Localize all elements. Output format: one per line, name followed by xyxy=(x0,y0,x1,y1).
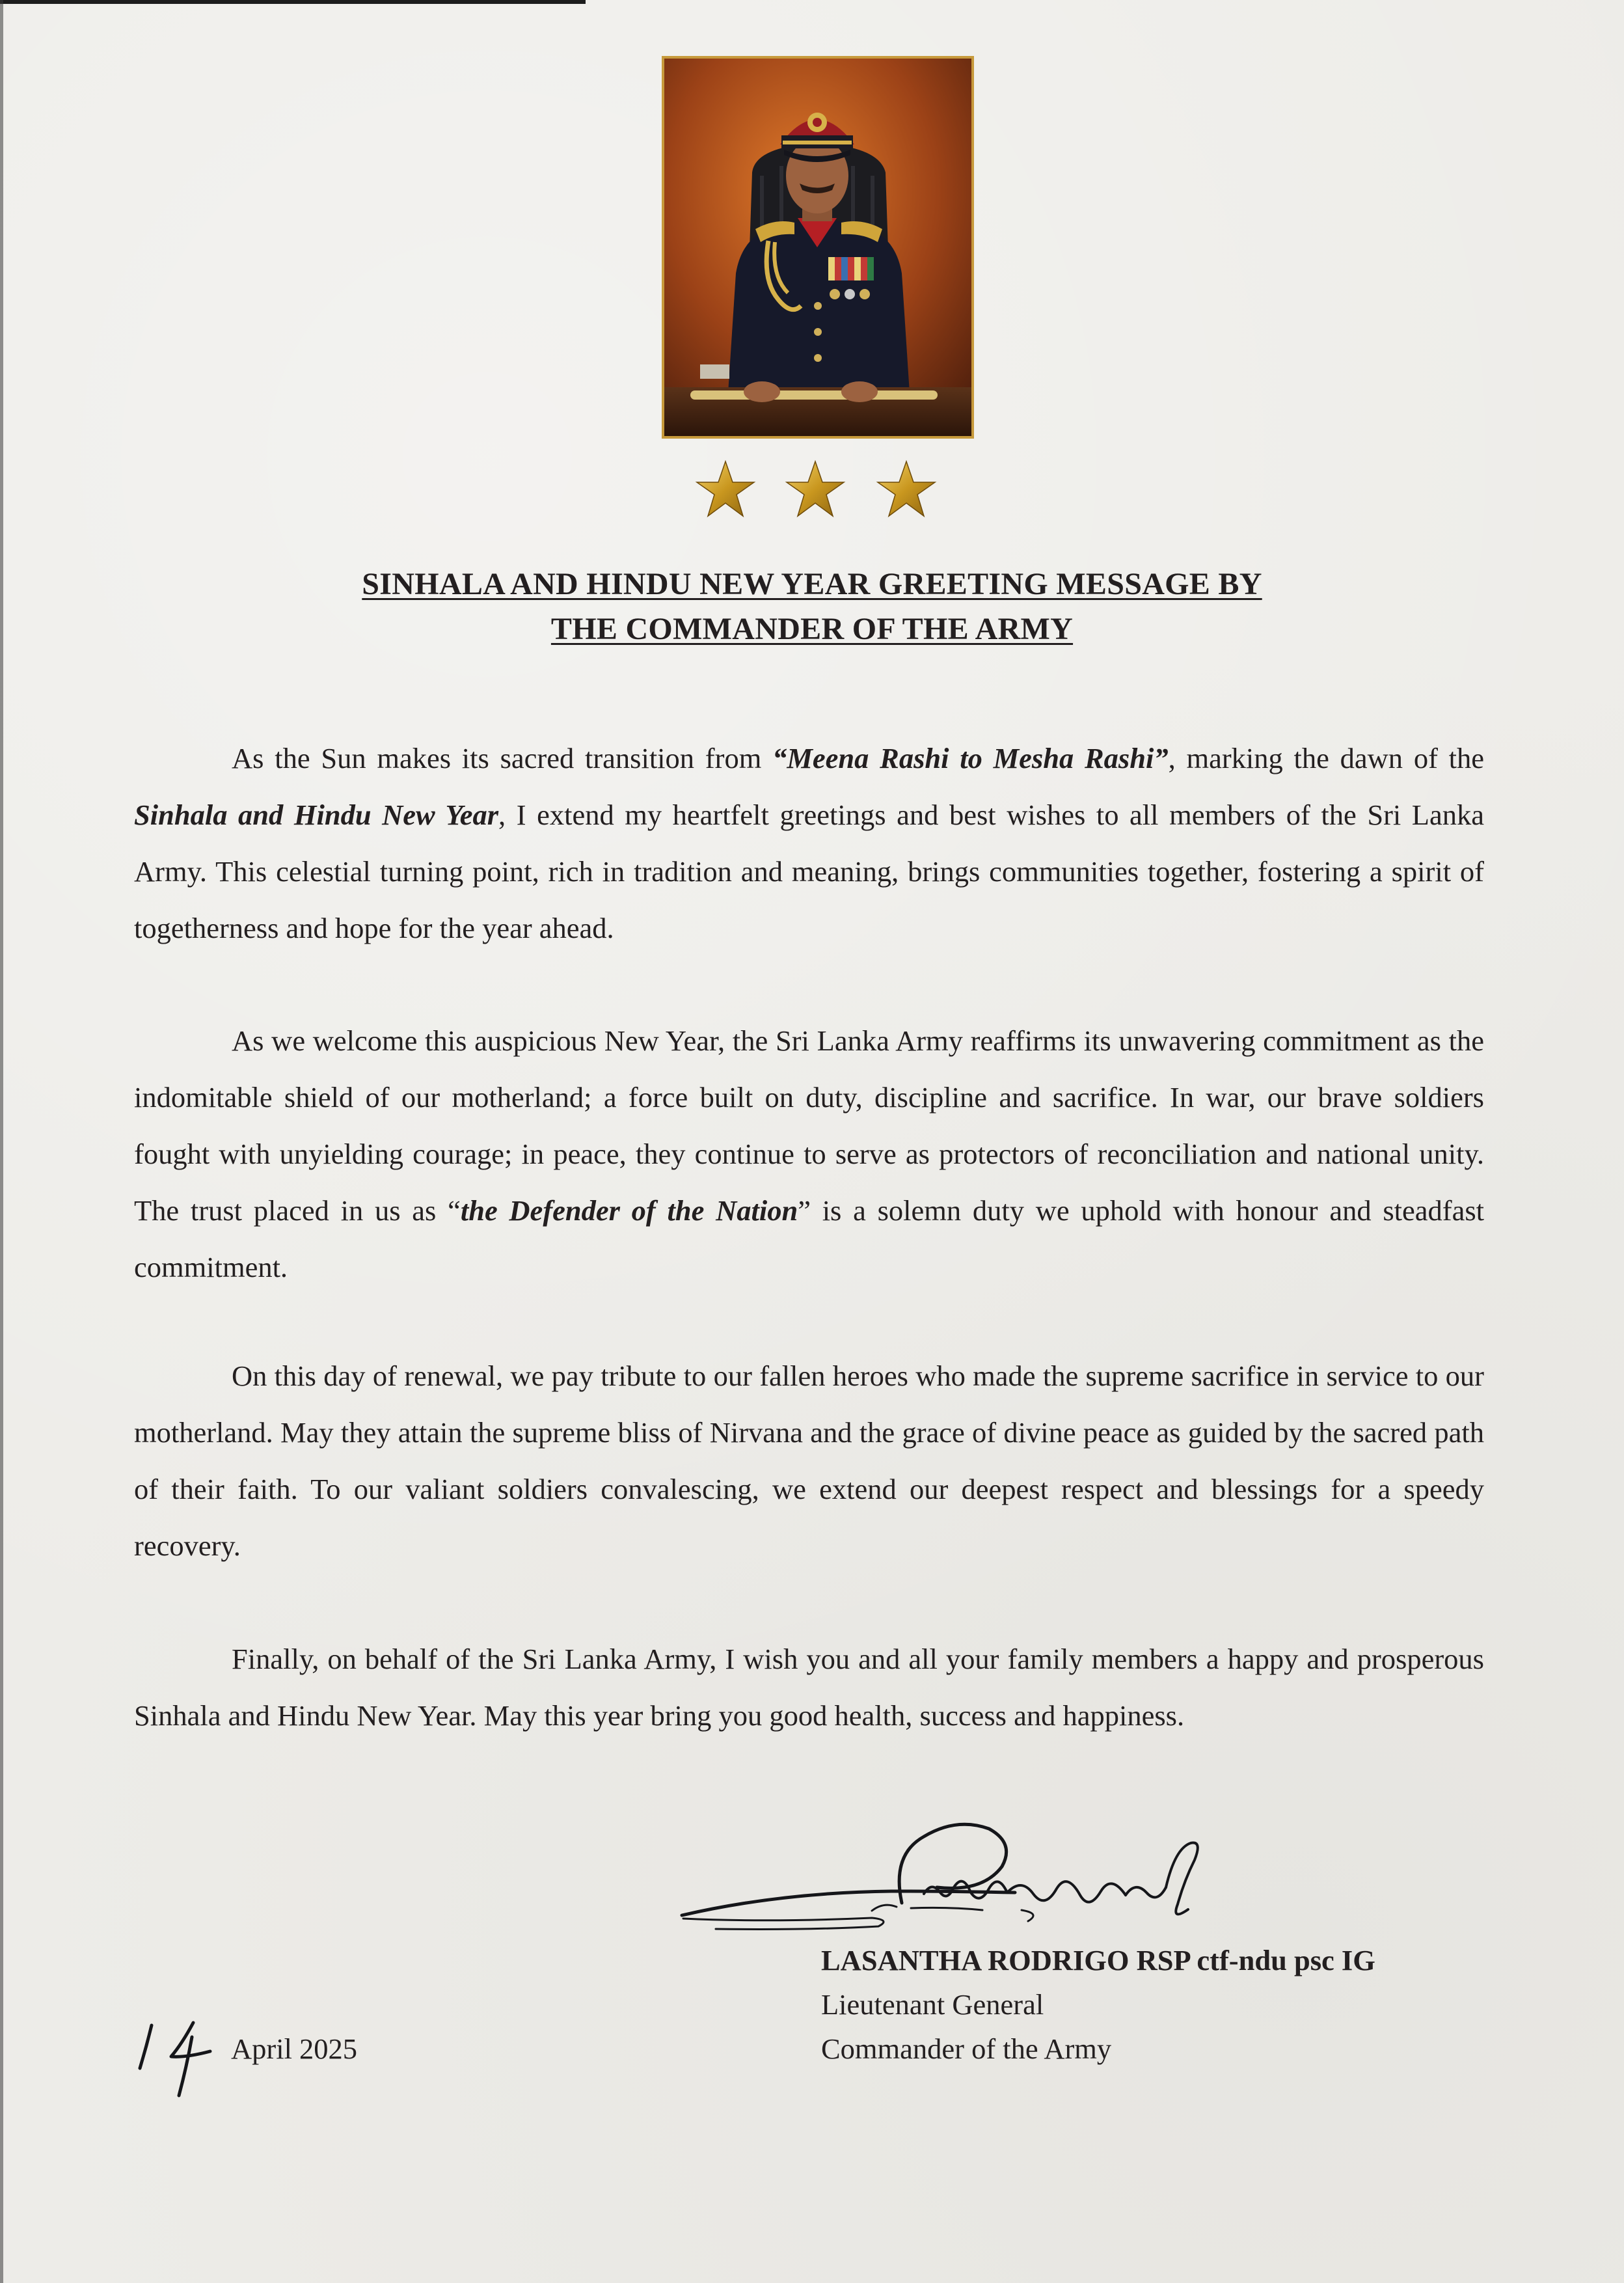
signatory-position: Commander of the Army xyxy=(821,2032,1112,2065)
emphasized-phrase: Sinhala and Hindu New Year xyxy=(134,799,499,831)
scan-edge-top xyxy=(0,0,586,4)
paragraph-text: , I extend my heartfelt greetings and best wishes to all members of the Sri Lanka Army. This celestial turning point, rich in tradition and meaning, brings communities together, fostering a spirit of togetherness and hope for the year ahead. xyxy=(134,799,1484,944)
rank-stars xyxy=(690,456,950,527)
handwritten-signature xyxy=(677,1783,1301,1952)
paragraph-text: As the Sun makes its sacred transition from xyxy=(232,742,773,774)
paragraph-text: , marking the dawn of the xyxy=(1168,742,1485,774)
scan-edge-left xyxy=(0,0,3,2283)
message-paragraph-4 xyxy=(134,1631,1484,1744)
handwritten-date-day xyxy=(133,2011,218,2102)
document-title-line-1 xyxy=(0,566,1624,603)
message-paragraph-1 xyxy=(134,730,1484,957)
message-paragraph-2 xyxy=(134,1013,1484,1296)
signatory-rank: Lieutenant General xyxy=(821,1988,1044,2021)
emphasized-phrase: “Meena Rashi to Mesha Rashi” xyxy=(772,742,1169,774)
paragraph-text: ” is a solemn duty we uphold with honour and steadfast commitment. xyxy=(134,1194,1485,1283)
message-paragraph-3 xyxy=(134,1348,1484,1574)
star-icon xyxy=(697,461,754,516)
star-icon xyxy=(878,461,935,516)
paragraph-text: On this day of renewal, we pay tribute to our fallen heroes who made the supreme sacrifice in service to our motherland. May they attain the supreme bliss of Nirvana and the grace of divine peace as guided by the sacred path of their faith. To our valiant soldiers convalescing, we extend our deepest respect and blessings for a speedy recovery. xyxy=(134,1360,1484,1562)
commander-portrait xyxy=(662,56,974,439)
emphasized-phrase: the Defender of the Nation xyxy=(460,1194,798,1227)
paragraph-text: Finally, on behalf of the Sri Lanka Army, I wish you and all your family members a happy and prosperous Sinhala and Hindu New Year. May this year bring you good health, success and happiness. xyxy=(134,1643,1484,1732)
signatory-name: LASANTHA RODRIGO RSP ctf-ndu psc IG xyxy=(821,1944,1375,1976)
document-title-text: THE COMMANDER OF THE ARMY xyxy=(550,612,1074,646)
document-title-text: SINHALA AND HINDU NEW YEAR GREETING MESSAGE BY xyxy=(362,567,1262,601)
star-icon xyxy=(787,461,844,516)
letter-date: April 2025 xyxy=(231,2032,358,2065)
paragraph-text: As we welcome this auspicious New Year, the Sri Lanka Army reaffirms its unwavering commitment as the indomitable shield of our motherland; a force built on duty, discipline and sacrifice. In war, our brave soldiers fought with unyielding courage; in peace, they continue to serve as protectors of reconciliation and national unity. The trust placed in us as “ xyxy=(134,1024,1484,1227)
document-title-line-2 xyxy=(0,611,1624,648)
